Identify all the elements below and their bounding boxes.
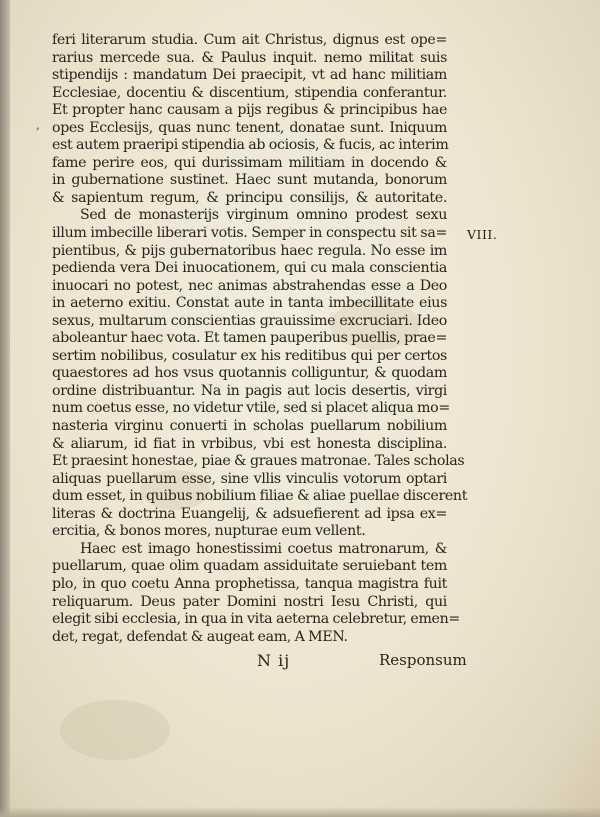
paragraph-last-line: det, regat, defendat & augeat eam, A MEN. <box>52 628 348 645</box>
text-line: aliquas puellarum esse, sine vllis vinculis votorum optari <box>52 470 447 487</box>
text-line: sertim nobilibus, cosulatur ex his reditibus qui per certos <box>52 347 447 364</box>
text-line: pientibus, & pijs gubernatoribus haec regula. No esse im <box>52 242 447 259</box>
text-line: quaestores ad hos vsus quotannis colliguntur, & quodam <box>52 365 447 382</box>
catchword: Responsum <box>379 651 467 669</box>
text-line: opes Ecclesijs, quas nunc tenent, donatae sunt. Iniquum <box>52 119 447 136</box>
text-line: literas & doctrina Euangelij, & adsuefierent ad ipsa ex= <box>52 505 447 522</box>
page-edge-shadow-bottom <box>0 807 600 817</box>
text-line: in aeterno exitiu. Constat aute in tanta imbecillitate eius <box>52 295 447 312</box>
text-line: rarius mercede sua. & Paulus inquit. nemo militat suis <box>52 49 447 66</box>
paper-stain <box>60 700 170 760</box>
text-line: num coetus esse, no videtur vtile, sed si placet aliqua mo= <box>52 400 450 417</box>
marginal-article-number: VIII. <box>467 227 498 242</box>
text-line: dum esset, in quibus nobilium filiae & aliae puellae discerent <box>52 488 468 505</box>
text-line: aboleantur haec vota. Et tamen pauperibus puellis, prae= <box>52 330 447 347</box>
text-line: elegit sibi ecclesia, in qua in vita aeterna celebretur, emen= <box>52 611 460 628</box>
text-line: illum imbecille liberari votis. Semper in conspectu sit sa= <box>52 225 447 242</box>
text-line: & aliarum, id fiat in vrbibus, vbi est honesta disciplina. <box>52 435 447 452</box>
text-line: pedienda vera Dei inuocationem, qui cu mala conscientia <box>52 260 447 277</box>
text-line: & sapientum regum, & principu consilijs, & autoritate. <box>52 189 447 206</box>
page-edge-shadow-left <box>0 0 10 817</box>
body-text <box>52 32 468 646</box>
text-line: Et propter hanc causam a pijs regibus & principibus hae <box>52 102 447 119</box>
text-line: sexus, multarum conscientias grauissime excruciari. Ideo <box>52 312 447 329</box>
paragraph-first-line: Haec est imago honestissimi coetus matronarum, & <box>80 540 447 557</box>
text-line: feri literarum studia. Cum ait Christus, dignus est ope= <box>52 32 447 48</box>
text-line: stipendijs : mandatum Dei praecipit, vt ad hanc militiam <box>52 67 447 84</box>
text-line: in gubernatione sustinet. Haec sunt mutanda, bonorum <box>52 172 447 189</box>
text-line: Et praesint honestae, piae & graues matronae. Tales scholas <box>52 453 465 470</box>
signature-mark: N ij <box>257 651 291 670</box>
text-line: est autem praeripi stipendia ab ociosis, & fucis, ac interim <box>52 137 449 154</box>
text-line: fame perire eos, qui durissimam militiam in docendo & <box>52 154 447 171</box>
paragraph-last-line: ercitia, & bonos mores, nupturae eum vellent. <box>52 523 366 540</box>
page-footer <box>52 651 467 671</box>
paragraph-first-line: Sed de monasterijs virginum omnino prodest sexu <box>80 207 447 224</box>
text-line: Ecclesiae, docentiu & discentium, stipendia conferantur. <box>52 84 447 101</box>
text-line: puellarum, quae olim quadam assiduitate seruiebant tem <box>52 558 447 575</box>
text-line: nasteria virginu conuerti in scholas puellarum nobilium <box>52 418 447 435</box>
stray-pen-mark: , <box>36 118 40 132</box>
text-line: plo, in quo coetu Anna prophetissa, tanqua magistra fuit <box>52 575 447 592</box>
text-line: inuocari no potest, nec animas abstrahendas esse a Deo <box>52 277 447 294</box>
text-line: ordine distribuantur. Na in pagis aut locis desertis, virgi <box>52 382 447 399</box>
text-line: reliquarum. Deus pater Domini nostri Iesu Christi, qui <box>52 593 447 610</box>
